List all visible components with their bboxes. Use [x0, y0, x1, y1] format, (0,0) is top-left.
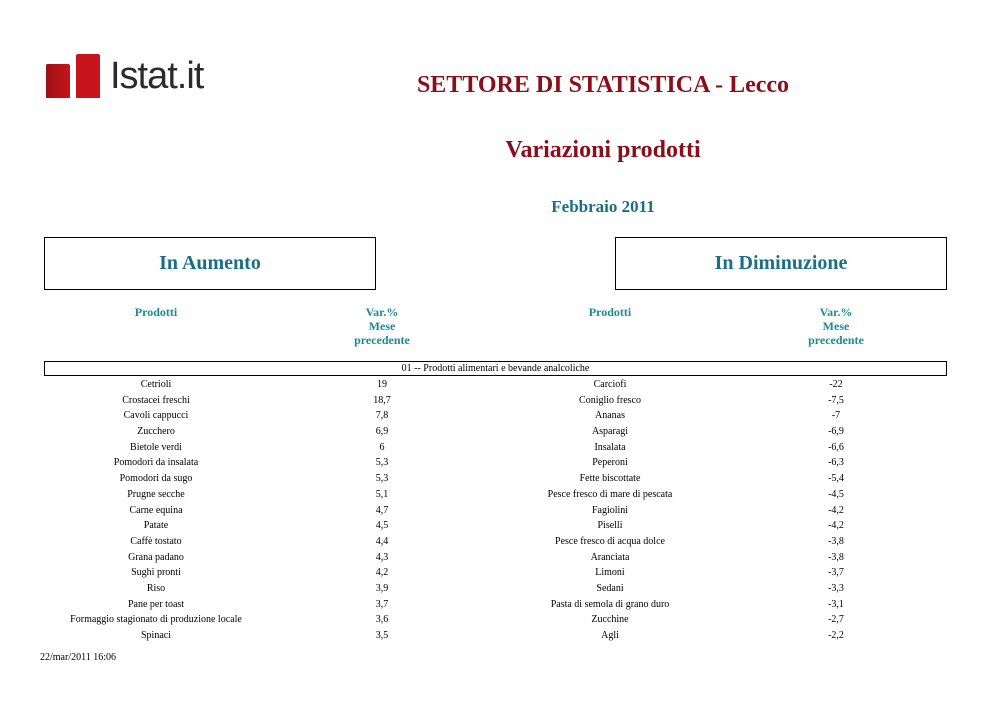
decrease-product-var: -3,3: [828, 582, 844, 594]
increase-product-var: 4,4: [375, 535, 389, 547]
table-row: [0, 440, 992, 456]
increase-title: In Aumento: [159, 252, 261, 274]
decrease-product-name: Limoni: [595, 567, 625, 579]
header-products-increase: [64, 305, 248, 319]
decrease-title: In Diminuzione: [714, 252, 848, 274]
table-row: [0, 487, 992, 503]
table-row: [0, 424, 992, 440]
decrease-product-name: Zucchine: [591, 614, 629, 626]
decrease-product-name: Sedani: [596, 582, 624, 594]
decrease-product-var: -6,9: [828, 426, 844, 438]
increase-product-name: Crostacei freschi: [122, 394, 190, 406]
table-row: [0, 471, 992, 487]
increase-product-name: Spinaci: [141, 630, 171, 641]
decrease-product-var: -4,2: [828, 520, 844, 532]
table-row: [0, 455, 992, 471]
increase-product-name: Bietole verdi: [130, 441, 182, 453]
decrease-product-name: Aranciata: [590, 551, 630, 563]
decrease-product-var: -3,8: [828, 551, 844, 563]
logo-text: Istat.it: [110, 55, 204, 97]
increase-product-name: Carne equina: [129, 504, 183, 516]
increase-product-name: Formaggio stagionato di produzione locale: [70, 614, 242, 626]
header-products-decrease: [518, 305, 702, 319]
increase-product-var: 4,7: [375, 504, 389, 516]
increase-product-name: Pomodori da insalata: [113, 457, 199, 469]
increase-product-var: 4,2: [375, 567, 389, 579]
increase-product-var: 3,7: [375, 598, 389, 610]
decrease-product-var: -6,6: [828, 441, 844, 453]
decrease-product-name: Peperoni: [592, 457, 628, 469]
increase-product-var: 4,5: [375, 520, 389, 532]
header-variation-increase: [330, 305, 434, 347]
decrease-product-var: -3,7: [828, 567, 844, 579]
decrease-product-var: -6,3: [828, 457, 844, 469]
increase-product-name: Cavoli cappucci: [123, 410, 189, 422]
decrease-product-var: -7: [831, 410, 841, 422]
table-row: [0, 612, 992, 628]
decrease-product-var: -7,5: [828, 394, 844, 406]
decrease-box: [615, 237, 947, 290]
header-products-label: Prodotti: [134, 305, 178, 319]
increase-product-name: Grana padano: [128, 551, 184, 563]
increase-product-var: 7,8: [375, 410, 389, 422]
table-row: [0, 377, 992, 393]
increase-box: [44, 237, 376, 290]
report-timestamp: 22/mar/2011 16:06: [40, 652, 117, 663]
table-row: [0, 534, 992, 550]
increase-product-var: 5,1: [375, 488, 389, 500]
table-row: [0, 628, 992, 644]
increase-product-var: 5,3: [375, 473, 389, 485]
increase-product-var: 3,5: [375, 630, 389, 641]
table-row: [0, 518, 992, 534]
decrease-product-name: Piselli: [597, 520, 623, 532]
increase-product-name: Sughi pronti: [131, 567, 181, 579]
increase-product-var: 3,9: [375, 582, 389, 594]
decrease-product-name: Carciofi: [593, 379, 627, 390]
header-var-line2: Mese: [822, 319, 850, 333]
increase-product-var: 4,3: [375, 551, 389, 563]
decrease-product-name: Ananas: [595, 410, 625, 422]
istat-logo-icon: [46, 54, 108, 98]
decrease-product-var: -3,8: [828, 535, 844, 547]
header-var-line1: Var.%: [819, 305, 853, 319]
decrease-product-var: -3,1: [828, 598, 844, 610]
decrease-product-var: -2,2: [828, 630, 844, 641]
header-var-line2: Mese: [368, 319, 396, 333]
table-row: [0, 581, 992, 597]
table-row: [0, 565, 992, 581]
increase-product-var: 6,9: [375, 426, 389, 438]
decrease-product-name: Insalata: [594, 441, 626, 453]
products-table: [0, 377, 992, 644]
section-header: 01 -- Prodotti alimentari e bevande analcoliche: [44, 361, 947, 376]
decrease-product-name: Fette biscottate: [579, 473, 641, 485]
increase-product-var: 6: [379, 441, 385, 453]
table-row: [0, 550, 992, 566]
table-row: [0, 597, 992, 613]
istat-logo[interactable]: [46, 52, 203, 100]
decrease-product-var: -2,7: [828, 614, 844, 626]
decrease-product-name: Pasta di semola di grano duro: [550, 598, 670, 610]
increase-product-name: Patate: [143, 520, 169, 532]
decrease-product-var: -4,5: [828, 488, 844, 500]
table-row: [0, 393, 992, 409]
header-var-line3: precedente: [354, 333, 410, 347]
increase-product-var: 3,6: [375, 614, 389, 626]
decrease-product-name: Asparagi: [591, 426, 629, 438]
decrease-product-name: Coniglio fresco: [579, 394, 641, 406]
header-variation-decrease: [784, 305, 888, 347]
header-var-line3: precedente: [808, 333, 864, 347]
increase-product-name: Pane per toast: [127, 598, 185, 610]
page-title: SETTORE DI STATISTICA - Lecco: [416, 72, 790, 98]
table-row: [0, 408, 992, 424]
table-row: [0, 503, 992, 519]
decrease-product-var: -22: [829, 379, 843, 390]
increase-product-var: 19: [377, 379, 387, 390]
decrease-product-var: -5,4: [828, 473, 844, 485]
decrease-product-name: Pesce fresco di acqua dolce: [555, 535, 665, 547]
increase-product-name: Prugne secche: [127, 488, 185, 500]
decrease-product-var: -4,2: [828, 504, 844, 516]
increase-product-name: Zucchero: [137, 426, 175, 438]
increase-product-name: Riso: [146, 582, 166, 594]
increase-product-name: Cetrioli: [140, 379, 172, 390]
page-subtitle: Variazioni prodotti: [505, 137, 701, 163]
decrease-product-name: Pesce fresco di mare di pescata: [547, 488, 673, 500]
period-label: Febbraio 2011: [551, 197, 655, 216]
header-products-label: Prodotti: [588, 305, 632, 319]
decrease-product-name: Agli: [601, 630, 619, 641]
increase-product-var: 18,7: [373, 394, 391, 406]
increase-product-name: Caffè tostato: [130, 535, 182, 547]
header-var-line1: Var.%: [365, 305, 399, 319]
decrease-product-name: Fagiolini: [591, 504, 629, 516]
increase-product-name: Pomodori da sugo: [119, 473, 193, 485]
increase-product-var: 5,3: [375, 457, 389, 469]
